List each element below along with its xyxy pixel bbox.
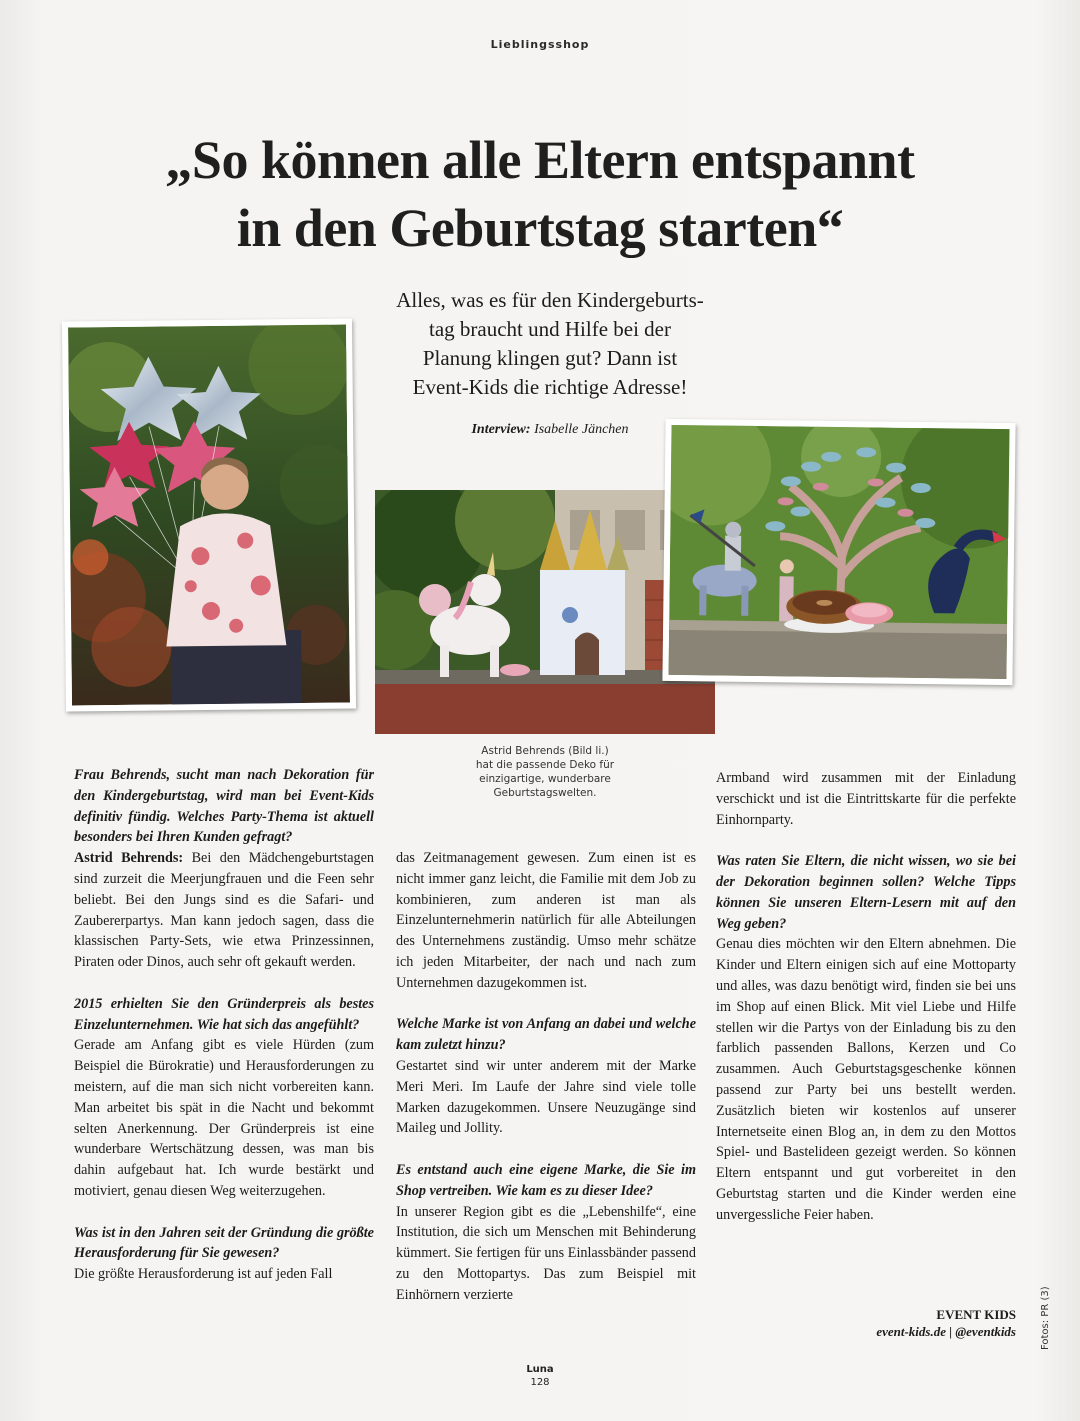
byline-label: Interview: — [471, 422, 531, 437]
answer-1: Bei den Mädchengeburtstagen sind zurzeit die Meerjungfrauen und die Feen sehr beliebt. Bei den Jungs sind es die Safari- und Zaubererpartys. Man kann jedoch sagen, dass die klassischen Party-Sets, wie etwa Prinzessinnen, Piraten oder Dinos, auch sehr oft gekauft werden. — [74, 850, 375, 971]
intro-text — [360, 286, 740, 402]
question-4: Welche Marke ist von Anfang an dabei und welche kam zuletzt hinzu? — [396, 1016, 696, 1054]
photo-knight-graphic — [668, 425, 1009, 679]
byline-author: Isabelle Jänchen — [534, 422, 629, 437]
caption-line-3: einzigartige, wunderbare — [479, 773, 611, 785]
headline — [40, 126, 1040, 262]
question-1: Frau Behrends, sucht man nach Dekoration für den Kindergeburtstag, wird man bei Event-Kids definitiv fündig. Welches Party-Thema ist aktuell besonders bei Ihren Kunden gefragt? — [74, 767, 374, 846]
answer-5: In unserer Region gibt es die „Lebenshilfe“, eine Institution, die sich um Menschen mit Behinderung kümmert. Sie fertigen für uns Einlassbänder passend zu den Mottopartys. Das zum Beispiel mit Einhörnern verzierte — [396, 1203, 696, 1303]
photo-credit: Fotos: PR (3) — [1040, 1286, 1051, 1350]
answer-3: Die größte Herausforderung ist auf jeden Fall — [74, 1266, 333, 1283]
caption-line-1: Astrid Behrends (Bild li.) — [481, 745, 609, 757]
photo-woman-with-balloons — [62, 318, 356, 711]
speaker-label: Astrid Behrends: — [74, 850, 184, 867]
intro-line-1: Alles, was es für den Kindergeburts- — [396, 288, 704, 312]
answer-3-continued: das Zeitmanagement gewesen. Zum einen ist es nicht immer ganz leicht, die Familie mit dem Job zu kombinieren, zum anderen ist man als Einzelunternehmerin natürlich für alle Abteilungen des Unternehmens zuständig. Umso mehr schätze ich jeden Mitarbeiter, der nach und nach zum Unternehmen dazugekommen ist. — [396, 850, 696, 991]
intro-line-3: Planung klingen gut? Dann ist — [422, 346, 678, 370]
signature-links: event-kids.de | @eventkids — [876, 1324, 1016, 1339]
photo-knight-dragon-donuts — [662, 419, 1015, 685]
intro-line-2: tag braucht und Hilfe bei der — [429, 317, 671, 341]
headline-line-1: „So können alle Eltern entspannt — [165, 130, 915, 190]
caption-line-2: hat die passende Deko für — [475, 759, 615, 771]
section-label: Lieblingsshop — [490, 38, 590, 51]
question-3: Was ist in den Jahren seit der Gründung die größte Herausforderung für Sie gewesen? — [74, 1224, 374, 1262]
question-6: Was raten Sie Eltern, die nicht wissen, wo sie bei der Dekoration beginnen sollen? Welche Tipps können Sie unseren Eltern-Lesern mit auf den Weg geben? — [716, 853, 1016, 932]
intro-line-4: Event-Kids die richtige Adresse! — [412, 375, 688, 399]
footer-page-number: 128 — [530, 1377, 550, 1388]
article-column-1 — [74, 765, 374, 1306]
answer-2: Gerade am Anfang gibt es viele Hürden (zum Beispiel die Bürokratie) und Herausforderungen zu meistern, auf die man sich nicht vorbereiten kann. Man arbeitet bis spät in die Nacht und bekommt selten Anerkennung. Der Gründerpreis ist eine wunderbare Wertschätzung dessen, was man bis dahin aufgebaut hat. Ich wurde bestärkt und motiviert, genau diesen Weg weiterzugehen. — [74, 1037, 374, 1199]
signature-name: EVENT KIDS — [936, 1307, 1016, 1322]
article-column-3 — [716, 768, 1016, 1246]
caption-line-4: Geburtstagswelten. — [493, 787, 597, 799]
question-2: 2015 erhielten Sie den Gründerpreis als bestes Einzelunternehmen. Wie hat sich das angefühlt? — [74, 995, 374, 1033]
footer-magazine-name: Luna — [526, 1364, 554, 1375]
photo-caption — [440, 744, 650, 800]
question-5: Es entstand auch eine eigene Marke, die Sie im Shop vertreiben. Wie kam es zu dieser Idee? — [396, 1161, 696, 1199]
answer-5-continued: Armband wird zusammen mit der Einladung verschickt und ist die Eintrittskarte für die perfekte Einhornparty. — [716, 770, 1016, 828]
photo-woman-graphic — [68, 325, 350, 706]
answer-6: Genau dies möchten wir den Eltern abnehmen. Die Kinder und Eltern einigen sich auf eine Mottoparty und alles, was dazu benötigt wird, finden sie bei uns im Shop auf einen Blick. Mit viel Liebe und Hilfe stellen wir die Partys von der Einladung bis zu den farblich passenden Ballons, Kerzen und Co zusammen. Auch Geburtstagsgeschenke können passend zur Party bei uns bestellt werden. Zusätzlich bieten wir kostenlos auf unserer Internetseite einen Blog an, in dem zu den Mottos Spiel- und Bastelideen gezeigt werden. So können Eltern entspannt und gut vorbereitet in den Geburtstag starten und die Kinder werden eine unvergessliche Feier haben. — [716, 936, 1016, 1223]
answer-4: Gestartet sind wir unter anderem mit der Marke Meri Meri. Im Laufe der Jahre sind viele tolle Marken dazugekommen. Unsere Neuzugänge sind Maileg und Jollity. — [396, 1057, 696, 1137]
signature — [816, 1306, 1016, 1340]
article-column-2 — [396, 848, 696, 1326]
headline-line-2: in den Geburtstag starten“ — [236, 198, 844, 258]
